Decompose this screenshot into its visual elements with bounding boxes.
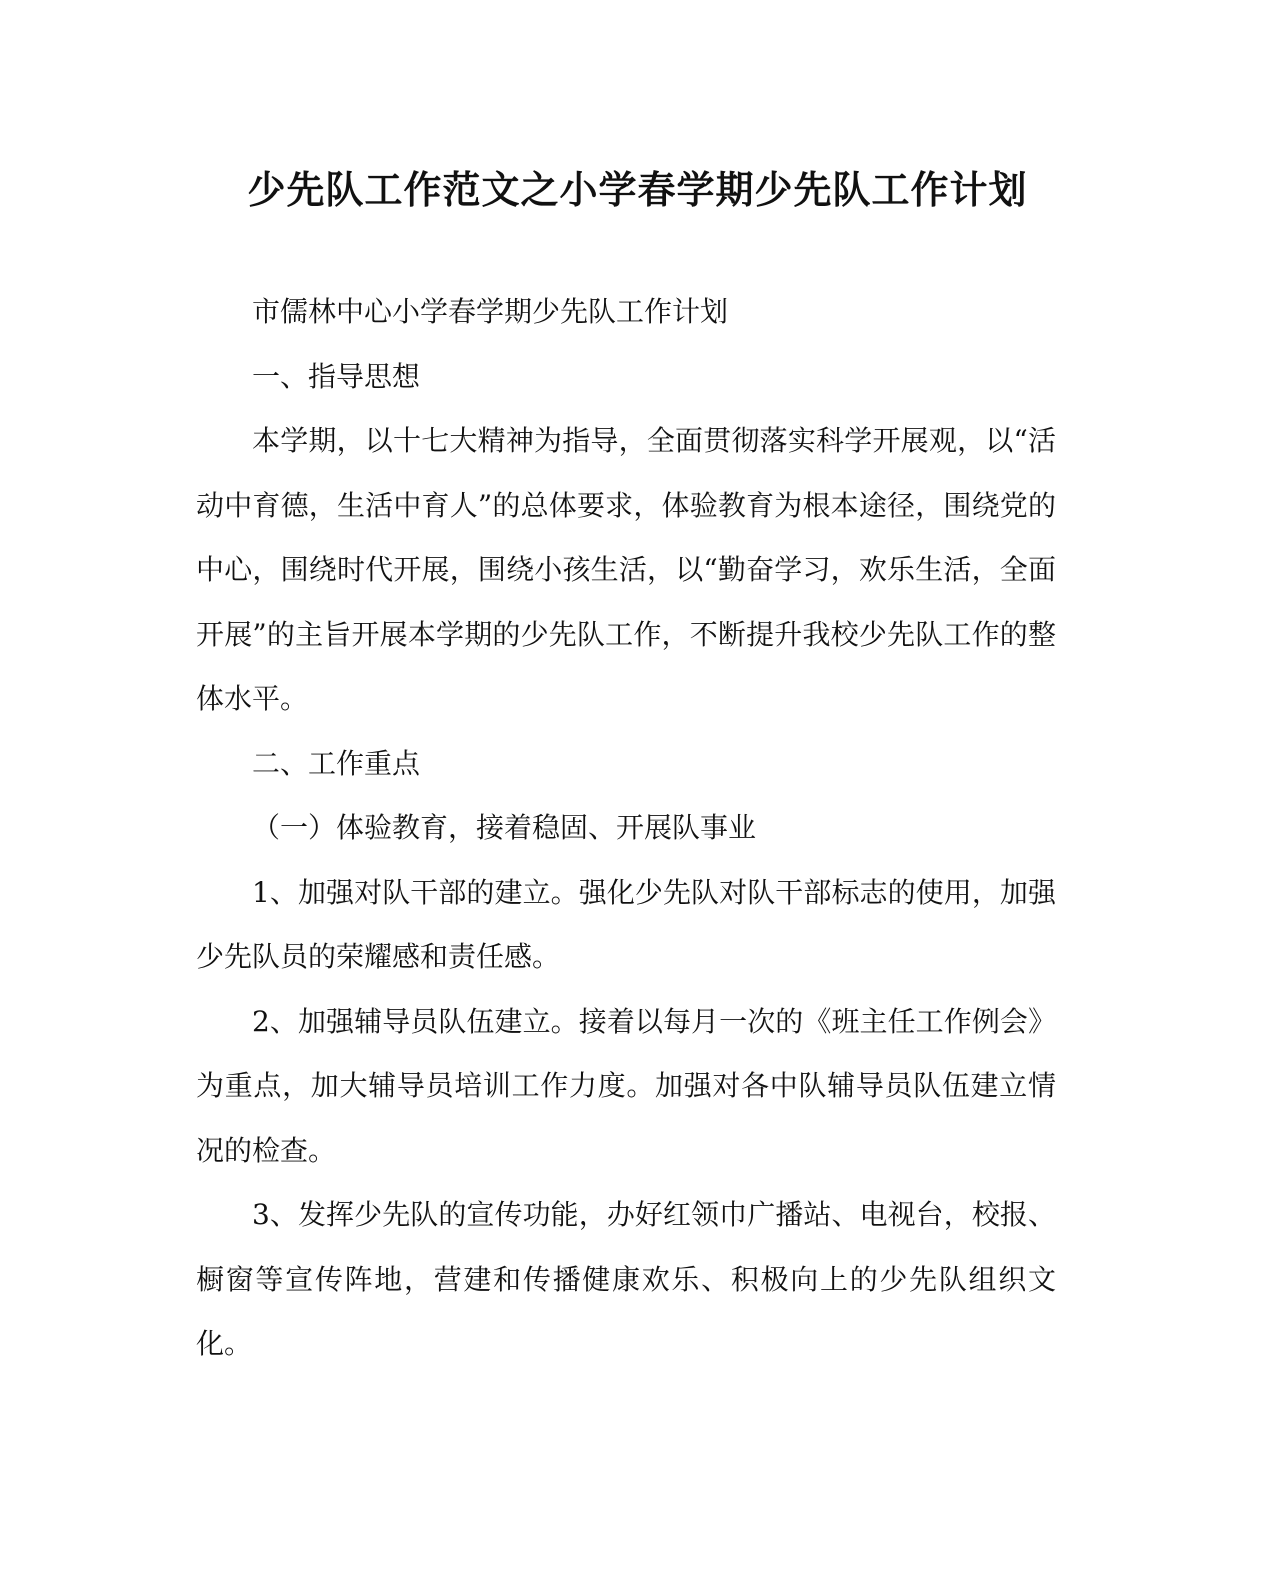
- paragraph-section-1-heading: 一、指导思想: [252, 359, 421, 393]
- paragraph-subsection-1-heading: （一）体验教育，接着稳固、开展队事业: [252, 811, 757, 844]
- paragraph-item-1: 1、加强对队干部的建立。强化少先队对队干部标志的使用，加强少先队员的荣耀感和责任感。: [196, 875, 1056, 973]
- paragraph-item-3: 3、发挥少先队的宣传功能，办好红领巾广播站、电视台，校报、橱窗等宣传阵地，营建和传播健康欢乐、积极向上的少先队组织文化。: [196, 1198, 1056, 1360]
- paragraph-school-plan-heading: 市儒林中心小学春学期少先队工作计划: [252, 295, 729, 328]
- paragraph-guiding-thought: 本学期，以十七大精神为指导，全面贯彻落实科学开展观，以“活动中育德，生活中育人”的总体要求，体验教育为根本途径，围绕党的中心，围绕时代开展，围绕小孩生活，以“勤奋学习，欢乐生活，全面开展”的主旨开展本学期的少先队工作，不断提升我校少先队工作的整体水平。: [196, 424, 1056, 715]
- paragraph-item-2: 2、加强辅导员队伍建立。接着以每月一次的《班主任工作例会》为重点，加大辅导员培训工作力度。加强对各中队辅导员队伍建立情况的检查。: [196, 1004, 1056, 1167]
- paragraph-section-2-heading: 二、工作重点: [252, 746, 421, 780]
- document-title: 少先队工作范文之小学春学期少先队工作计划: [247, 167, 1028, 212]
- document-body: [196, 280, 1056, 1377]
